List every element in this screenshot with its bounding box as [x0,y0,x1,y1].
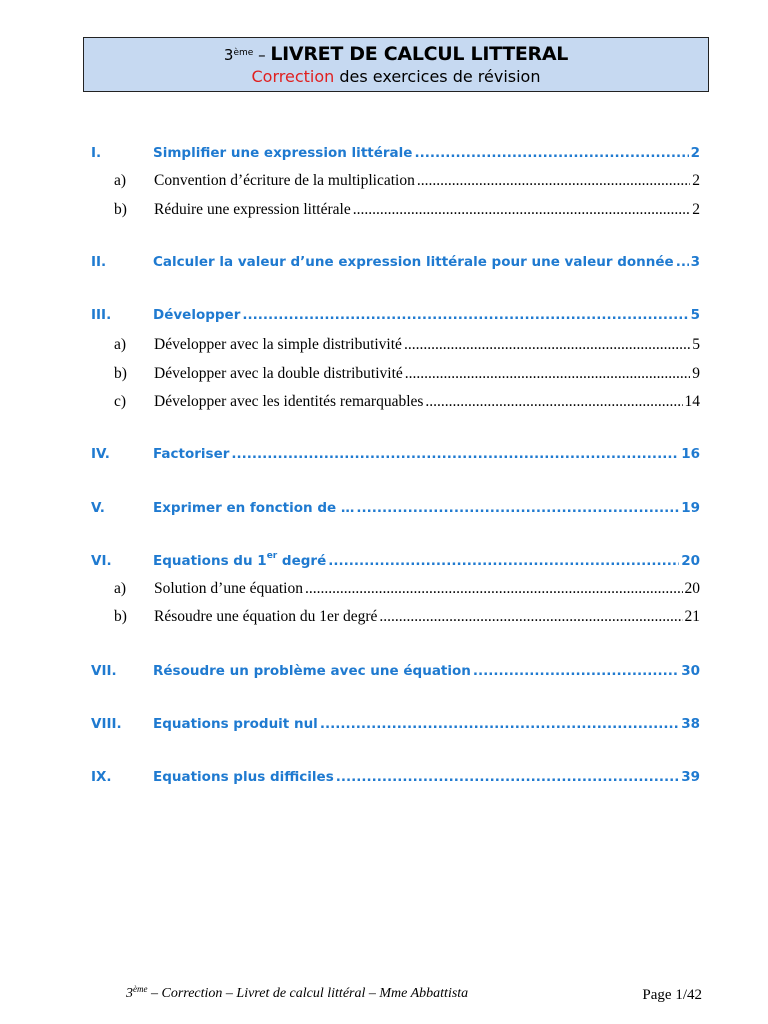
toc-entry-9[interactable] [91,769,700,785]
toc-dot-leader [231,446,679,462]
toc-entry-3a[interactable] [114,336,700,354]
header-subtitle-rest: des exercices de révision [334,67,541,86]
toc-entry-1b[interactable] [114,201,700,219]
toc-number: II. [91,254,107,270]
document-header [83,37,709,92]
toc-dot-leader [328,553,679,569]
toc-title: Equations du 1er degré [153,551,327,569]
toc-title: Equations produit nul [153,716,318,732]
toc-title: Factoriser [153,446,230,462]
toc-entry-1a[interactable] [114,172,700,190]
toc-page-number: 20 [684,580,700,597]
toc-title: Développer avec les identités remarquables [154,393,424,410]
toc-page-number: 30 [681,663,700,679]
toc-entry-1[interactable] [91,145,700,161]
toc-entry-3b[interactable] [114,365,700,383]
toc-dot-leader [676,254,689,270]
header-grade-sup: ème [233,48,254,58]
header-grade: 3ème [223,46,254,64]
toc-number: a) [114,172,127,189]
toc-number: a) [114,336,127,353]
toc-number: III. [91,307,112,323]
toc-title: Développer avec la double distributivité [154,365,403,382]
toc-entry-5[interactable] [91,500,700,516]
toc-title: Développer avec la simple distributivité [154,336,402,353]
toc-entry-6a[interactable] [114,580,700,598]
header-title: LIVRET DE CALCUL LITTERAL [270,43,569,65]
toc-dot-leader [404,336,690,354]
toc-number: I. [91,145,102,161]
toc-number: b) [114,365,127,382]
toc-page-number: 14 [684,393,700,410]
toc-dot-leader [405,365,690,383]
toc-title: Résoudre une équation du 1er degré [154,608,378,625]
toc-page-number: 2 [692,201,700,218]
toc-dot-leader [320,716,679,732]
toc-title: Réduire une expression littérale [154,201,351,218]
toc-title: Convention d’écriture de la multiplication [154,172,415,189]
header-subtitle-accent: Correction [251,67,335,86]
toc-dot-leader [336,769,679,785]
toc-title: Développer [153,307,241,323]
toc-dot-leader [417,172,690,190]
toc-title: Equations plus difficiles [153,769,334,785]
toc-title: Simplifier une expression littérale [153,145,413,161]
toc-entry-6b[interactable] [114,608,700,626]
toc-entry-3c[interactable] [114,393,700,411]
toc-page-number: 2 [690,145,700,161]
toc-number: a) [114,580,127,597]
toc-dot-leader [242,307,688,323]
toc-number: VII. [91,663,117,679]
toc-page-number: 38 [681,716,700,732]
footer-grade-sup: ème [133,984,148,994]
toc-page-number: 9 [692,365,700,382]
header-title-line [84,43,708,66]
toc-page-number: 3 [690,254,700,270]
toc-page-number: 5 [690,307,700,323]
toc-title-sup: er [266,551,278,561]
toc-entry-4[interactable] [91,446,700,462]
toc-dot-leader [305,580,683,598]
toc-number: c) [114,393,127,410]
toc-page-number: 16 [681,446,700,462]
toc-page-number: 39 [681,769,700,785]
header-subtitle [84,67,708,87]
footer-text: 3ème – Correction – Livret de calcul littéral – Mme Abbattista [126,984,469,1001]
toc-page-number: 5 [692,336,700,353]
toc-title: Calculer la valeur d’une expression littérale pour une valeur donnée [153,254,674,270]
toc-page-number: 2 [692,172,700,189]
toc-dot-leader [353,201,691,219]
toc-title: Exprimer en fonction de … [153,500,355,516]
toc-number: VI. [91,553,112,569]
header-dash: – [253,46,271,64]
toc-number: V. [91,500,105,516]
toc-page-number: 21 [684,608,700,625]
toc-number: b) [114,201,127,218]
toc-number: IX. [91,769,112,785]
toc-dot-leader [425,393,682,411]
toc-entry-8[interactable] [91,716,700,732]
toc-title: Résoudre un problème avec une équation [153,663,471,679]
toc-number: b) [114,608,127,625]
toc-number: IV. [91,446,110,462]
toc-dot-leader [356,500,679,516]
toc-entry-7[interactable] [91,663,700,679]
toc-number: VIII. [91,716,122,732]
toc-page-number: 19 [681,500,700,516]
toc-entry-3[interactable] [91,307,700,323]
toc-entry-6[interactable] [91,553,700,569]
toc-dot-leader [473,663,679,679]
toc-entry-2[interactable] [91,254,700,270]
toc-page-number: 20 [681,553,700,569]
toc-dot-leader [414,145,688,161]
toc-dot-leader [379,608,682,626]
toc-title: Solution d’une équation [154,580,303,597]
footer-page-number: Page 1/42 [642,987,702,1003]
